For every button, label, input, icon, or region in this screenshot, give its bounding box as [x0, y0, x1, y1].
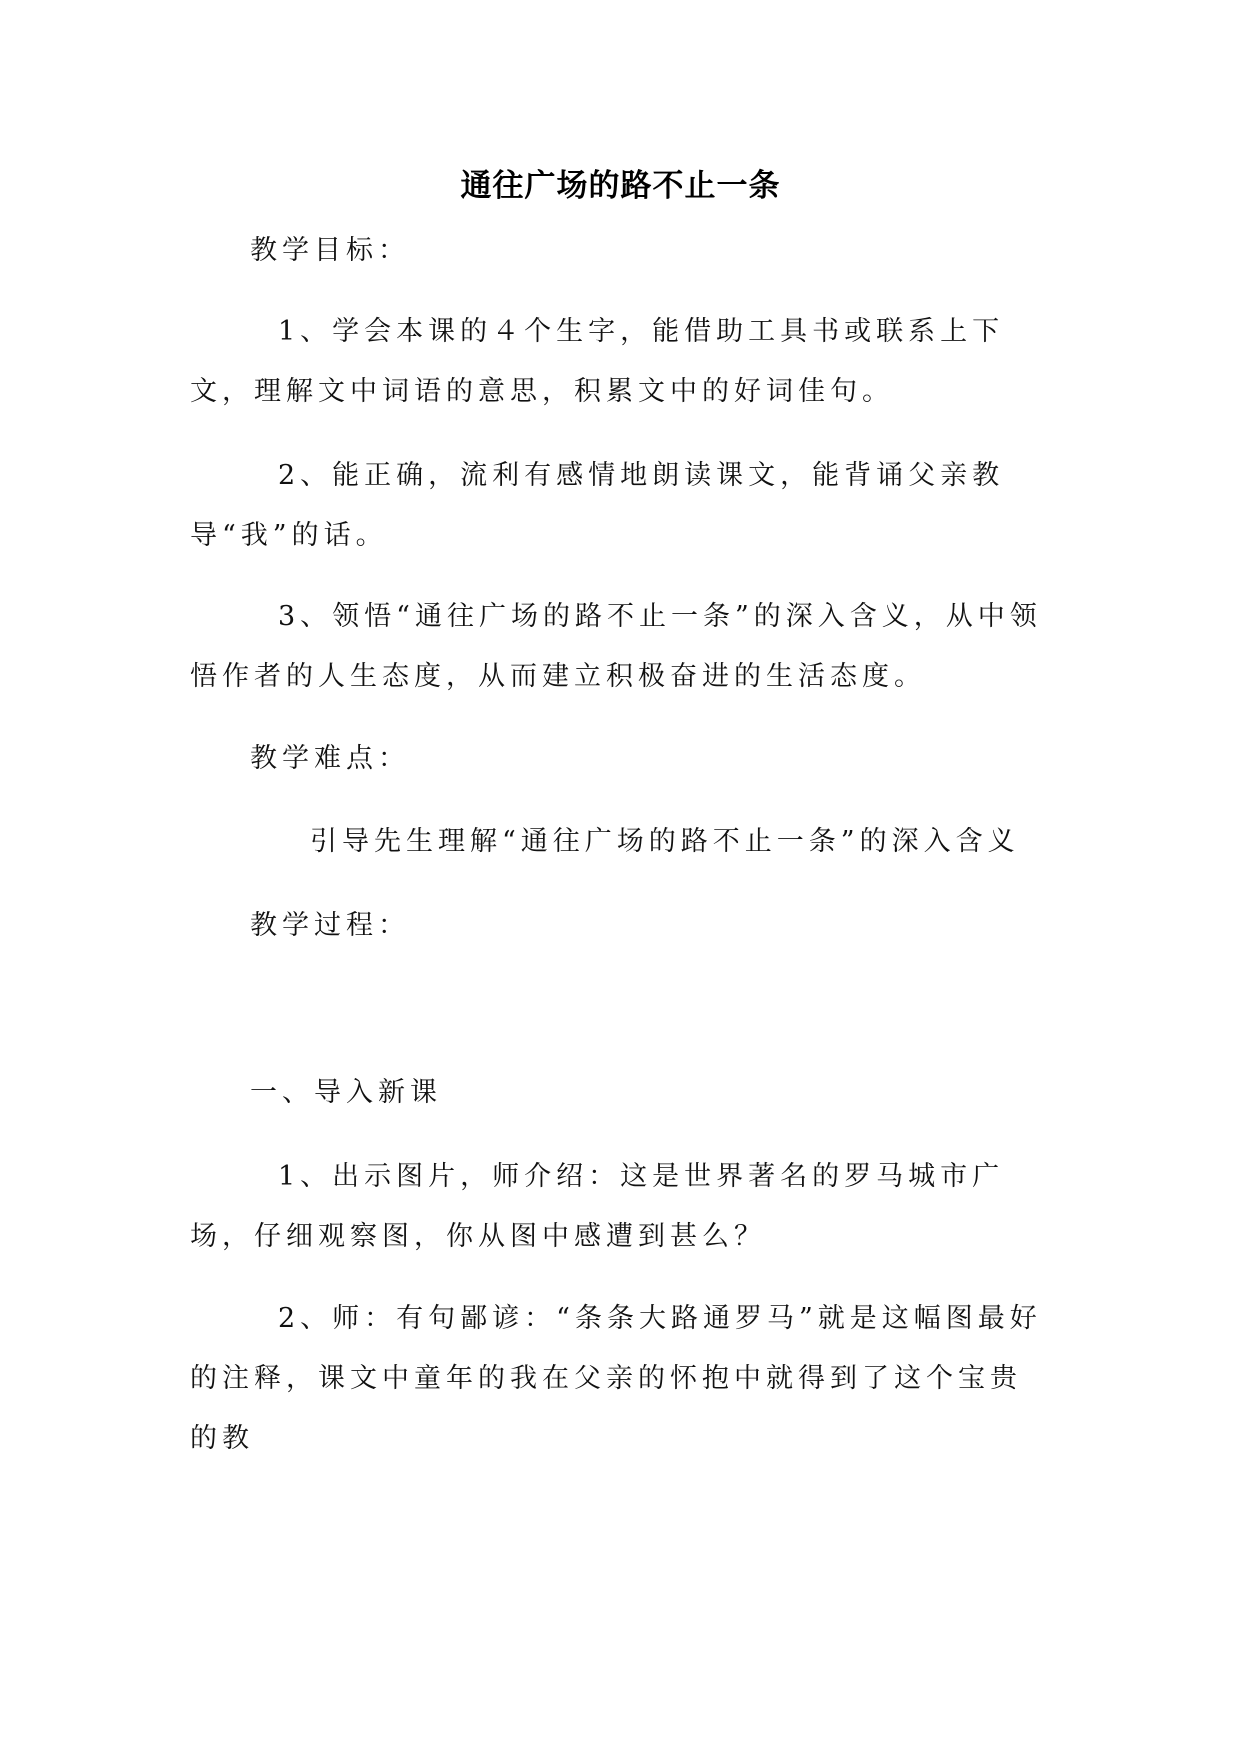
process-item-1: 1、出示图片，师介绍：这是世界著名的罗马城市广场，仔细观察图，你从图中感遭到甚么？	[190, 1161, 1005, 1252]
heading-teaching-difficulty: 教学难点：	[250, 743, 410, 774]
process-item-2: 2、师：有句鄙谚：“条条大路通罗马”就是这幅图最好的注释，课文中童年的我在父亲的怀抱中就得到了这个宝贵的教	[190, 1303, 1042, 1454]
document-title: 通往广场的路不止一条	[460, 168, 781, 204]
difficulty-text: 引导先生理解“通往广场的路不止一条”的深入含义	[310, 826, 1020, 857]
section-intro-new-lesson: 一、导入新课	[250, 1077, 442, 1108]
heading-teaching-goals: 教学目标：	[250, 235, 410, 266]
goal-item-3: 3、领悟“通往广场的路不止一条”的深入含义，从中领悟作者的人生态度，从而建立积极奋进的生活态度。	[190, 601, 1042, 692]
heading-teaching-process: 教学过程：	[250, 910, 410, 941]
goal-item-2: 2、能正确，流利有感情地朗读课文，能背诵父亲教导“我”的话。	[190, 460, 1005, 551]
goal-item-1: 1、学会本课的４个生字，能借助工具书或联系上下文，理解文中词语的意思，积累文中的好词佳句。	[190, 316, 1005, 407]
